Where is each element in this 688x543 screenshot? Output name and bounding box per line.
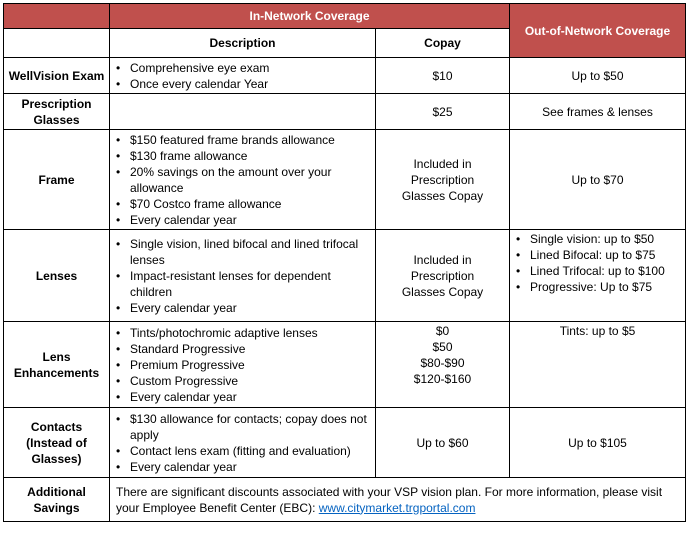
out-of-network-cell: See frames & lenses (510, 94, 686, 130)
description-cell (110, 130, 376, 230)
description-header: Description (110, 29, 376, 58)
row-label: WellVision Exam (4, 58, 110, 94)
copay-cell: Included in Prescription Glasses Copay (376, 230, 510, 322)
copay-header: Copay (376, 29, 510, 58)
list-item: • Premium Progressive (130, 357, 371, 373)
list-item: • Contact lens exam (fitting and evaluation) (130, 443, 371, 459)
row-label: Frame (4, 130, 110, 230)
description-cell (110, 408, 376, 478)
savings-text: There are significant discounts associated with your VSP vision plan. For more information, please visit your Employee Benefit Center (EBC): (116, 484, 663, 515)
list-item: • $130 frame allowance (130, 148, 371, 164)
row-label: Prescription Glasses (4, 94, 110, 130)
copay-value: $120-$160 (413, 372, 472, 386)
table-row (4, 408, 686, 478)
list-item: • Every calendar year (130, 212, 371, 228)
out-of-network-cell: Tints: up to $5 (510, 322, 686, 408)
copay-cell: Up to $60 (376, 408, 510, 478)
list-item: • Lined Bifocal: up to $75 (530, 247, 681, 263)
list-item: • Progressive: Up to $75 (530, 279, 681, 295)
description-cell (110, 230, 376, 322)
in-network-header: In-Network Coverage (110, 4, 510, 29)
description-cell (110, 94, 376, 130)
list-item: • Custom Progressive (130, 373, 371, 389)
list-item: • $130 allowance for contacts; copay does not apply (130, 411, 371, 443)
table-row (4, 58, 686, 94)
list-item: • Standard Progressive (130, 341, 371, 357)
list-item: • Every calendar year (130, 300, 371, 316)
list-item: • $70 Costco frame allowance (130, 196, 371, 212)
list-item: • 20% savings on the amount over your allowance (130, 164, 371, 196)
table-row (4, 478, 686, 522)
row-label: Additional Savings (4, 478, 110, 522)
in-network-blank (4, 4, 110, 29)
table-row (4, 322, 686, 408)
list-item: • $150 featured frame brands allowance (130, 132, 371, 148)
list-item: • Lined Trifocal: up to $100 (530, 263, 681, 279)
list-item: • Every calendar year (130, 389, 371, 405)
row-label: Lens Enhancements (4, 322, 110, 408)
list-item: • Impact-resistant lenses for dependent children (130, 268, 371, 300)
out-of-network-cell (510, 230, 686, 322)
out-of-network-cell: Up to $105 (510, 408, 686, 478)
copay-value: $0 (435, 324, 450, 338)
row-label: Contacts (Instead of Glasses) (4, 408, 110, 478)
subheader-blank (4, 29, 110, 58)
table-row (4, 230, 686, 322)
copay-cell (376, 322, 510, 408)
list-item: • Comprehensive eye exam (130, 60, 371, 76)
list-item: • Single vision, lined bifocal and lined trifocal lenses (130, 236, 371, 268)
copay-cell: Included in Prescription Glasses Copay (376, 130, 510, 230)
coverage-table (3, 3, 686, 522)
out-of-network-cell: Up to $50 (510, 58, 686, 94)
copay-value: $50 (432, 340, 453, 354)
table-row (4, 130, 686, 230)
savings-cell (110, 478, 686, 522)
list-item: • Tints/photochromic adaptive lenses (130, 325, 371, 341)
ebc-link[interactable]: www.citymarket.trgportal.com (318, 500, 476, 515)
header-row (4, 4, 686, 29)
table-row (4, 94, 686, 130)
out-of-network-cell: Up to $70 (510, 130, 686, 230)
description-cell (110, 322, 376, 408)
out-of-network-header: Out-of-Network Coverage (510, 4, 686, 58)
copay-cell: $10 (376, 58, 510, 94)
row-label: Lenses (4, 230, 110, 322)
list-item: • Every calendar year (130, 459, 371, 475)
description-cell (110, 58, 376, 94)
copay-value: $80-$90 (420, 356, 465, 370)
copay-cell: $25 (376, 94, 510, 130)
list-item: • Single vision: up to $50 (530, 231, 681, 247)
list-item: • Once every calendar Year (130, 76, 371, 92)
